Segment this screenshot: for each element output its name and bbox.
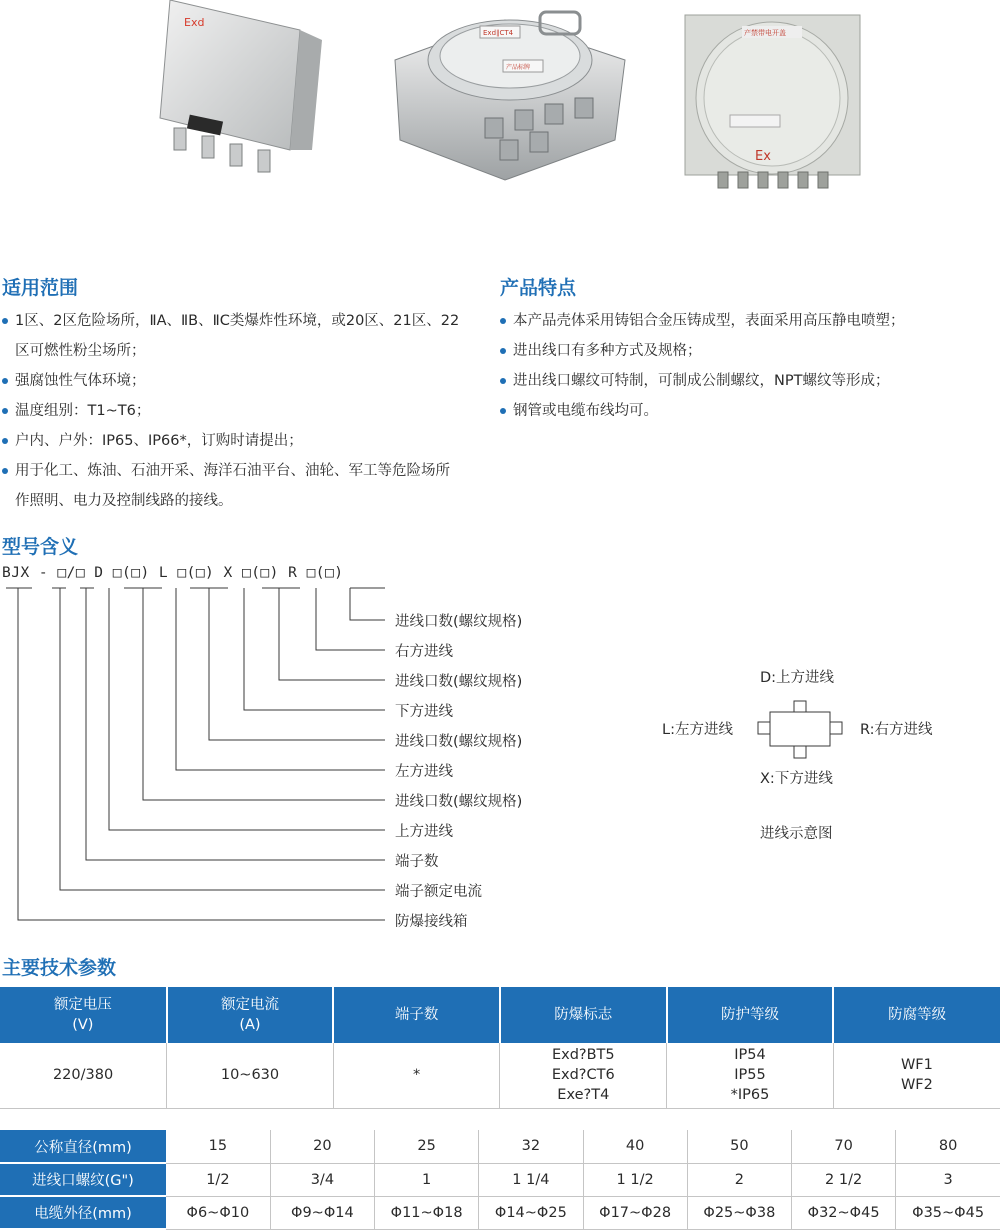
header-ex-mark: 防爆标志 [500,987,667,1043]
row-label-cable-diameter: 电缆外径(mm) [0,1196,166,1229]
cell: 1 1/4 [479,1163,583,1196]
model-label-top-entry: 上方进线 [395,824,453,840]
model-label-terminal-count: 端子数 [395,854,439,870]
model-label-junction-box: 防爆接线箱 [395,914,468,930]
cell: 32 [479,1130,583,1163]
cell: 1 [375,1163,479,1196]
cell: Φ32~Φ45 [792,1196,896,1229]
cell-current: 10~630 [167,1043,334,1108]
header-anticorrosion-grade: 防腐等级 [833,987,1000,1043]
product-photo-stainless-box [385,0,630,190]
model-label-left-ports: 进线口数(螺纹规格) [395,734,523,750]
cell: 70 [792,1130,896,1163]
product-nameplate-text: Exd∥CT4 [483,29,514,37]
product-badge-text: 产品标牌 [506,64,531,71]
header-rated-current: 额定电流 (A) [167,987,334,1043]
scope-item: 1区、2区危险场所，ⅡA、ⅡB、ⅡC类爆炸性环境，或20区、21区、22区可燃性粉尘场所； [2,306,462,366]
entry-diagram-caption: 进线示意图 [760,826,833,842]
cell: 40 [583,1130,687,1163]
table-row [0,1130,1000,1163]
model-label-bottom-entry: 下方进线 [395,704,453,720]
cell: 2 1/2 [792,1163,896,1196]
cell: Φ17~Φ28 [583,1196,687,1229]
entry-label-right: R:右方进线 [860,722,933,738]
specs-table [0,987,1000,1109]
feature-item: 本产品壳体采用铸铝合金压铸成型，表面采用高压静电喷塑； [500,306,995,336]
specs-title: 主要技术参数 [2,957,117,979]
cell-voltage: 220/380 [0,1043,167,1108]
cell: Φ14~Φ25 [479,1196,583,1229]
cell: Φ6~Φ10 [166,1196,270,1229]
cell: 3 [896,1163,1000,1196]
product-photo-aluminum-box [150,0,330,195]
cell: 1 1/2 [583,1163,687,1196]
table-row [0,1196,1000,1229]
scope-item: 温度组别：T1~T6； [2,396,462,426]
features-list [500,306,995,426]
feature-item: 进出线口螺纹可特制，可制成公制螺纹，NPT螺纹等形成； [500,366,995,396]
scope-item: 用于化工、炼油、石油开采、海洋石油平台、油轮、军工等危险场所作照明、电力及控制线路的接线。 [2,456,462,516]
cell: Φ9~Φ14 [270,1196,374,1229]
header-terminal-count: 端子数 [333,987,500,1043]
entry-label-bottom: X:下方进线 [760,771,833,787]
model-code: BJX - □/□ D □(□) L □(□) X □(□) R □(□) [2,565,344,581]
cell: 20 [270,1130,374,1163]
product-warning-text: 产禁带电开盖 [744,29,786,37]
row-label-nominal-diameter: 公称直径(mm) [0,1130,166,1163]
row-label-entry-thread: 进线口螺纹(G") [0,1163,166,1196]
header-rated-voltage: 额定电压 (V) [0,987,167,1043]
cell: 50 [687,1130,791,1163]
entry-label-left: L:左方进线 [662,722,733,738]
entry-label-top: D:上方进线 [760,670,835,686]
model-label-bottom-ports: 进线口数(螺纹规格) [395,674,523,690]
cell: 15 [166,1130,270,1163]
cell-anticorrosion: WF1 WF2 [833,1043,1000,1108]
model-connector-lines [0,580,400,930]
cell: 3/4 [270,1163,374,1196]
table-row [0,1163,1000,1196]
model-label-top-ports: 进线口数(螺纹规格) [395,794,523,810]
cell: Φ25~Φ38 [687,1196,791,1229]
product-logo-ex: Ex [755,149,771,164]
scope-title: 适用范围 [2,277,79,299]
model-label-left-entry: 左方进线 [395,764,453,780]
product-photo-round-lid-box [680,10,865,190]
cell-terminals: * [333,1043,500,1108]
model-label-rated-current: 端子额定电流 [395,884,482,900]
model-title: 型号含义 [2,536,79,558]
table-row [0,1043,1000,1108]
cell-ex-marks: Exd?BT5 Exd?CT6 Exe?T4 [500,1043,667,1108]
header-protection-grade: 防护等级 [667,987,834,1043]
cell: 2 [687,1163,791,1196]
scope-item: 强腐蚀性气体环境； [2,366,462,396]
cell: 80 [896,1130,1000,1163]
entry-diagram-box [755,700,845,760]
features-title: 产品特点 [500,277,577,299]
feature-item: 钢管或电缆布线均可。 [500,396,995,426]
cell: 1/2 [166,1163,270,1196]
model-label-right-entry: 右方进线 [395,644,453,660]
scope-item: 户内、户外：IP65、IP66*，订购时请提出； [2,426,462,456]
product-logo-exd: Exd [184,16,205,29]
cell-ip-ratings: IP54 IP55 *IP65 [667,1043,834,1108]
scope-list [2,306,462,516]
specs-header-row [0,987,1000,1043]
feature-item: 进出线口有多种方式及规格； [500,336,995,366]
model-label-right-ports: 进线口数(螺纹规格) [395,614,523,630]
cell: Φ35~Φ45 [896,1196,1000,1229]
cell: 25 [375,1130,479,1163]
thread-table [0,1130,1000,1230]
cell: Φ11~Φ18 [375,1196,479,1229]
